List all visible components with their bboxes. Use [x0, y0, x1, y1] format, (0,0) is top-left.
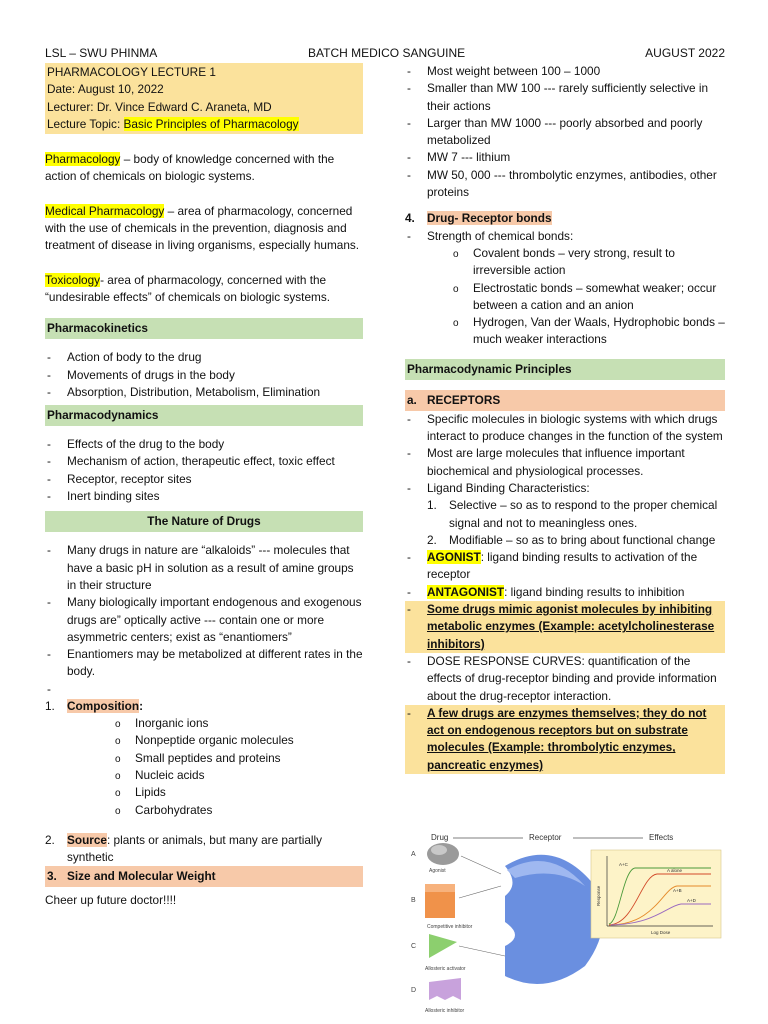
list-item: - Many biologically important endogenous and exogenous drugs are” optically active --- contain one or more asymmetric centers; exist as “enantiomers” [45, 594, 363, 646]
item-number: 2. [45, 832, 55, 847]
ligand-list [405, 497, 725, 549]
competitive-inhibitor-top [425, 884, 455, 892]
list-item: o Nonpeptide organic molecules [113, 732, 363, 749]
bonds-heading [405, 210, 725, 227]
receptors-title: RECEPTORS [427, 392, 501, 407]
antagonist-item [405, 584, 725, 601]
antagonist-term: ANTAGONIST [427, 584, 505, 599]
enzymes-item [405, 705, 725, 774]
left-column [45, 63, 363, 910]
agonist-term: AGONIST [427, 550, 481, 565]
item-text: Modifiable – so as to bring about functional change [449, 532, 716, 547]
topic-label: Lecture Topic: [47, 116, 124, 131]
section-pharmacokinetics: Pharmacokinetics [45, 318, 363, 339]
binding-line [459, 886, 501, 898]
list-item: - Absorption, Distribution, Metabolism, Elimination [45, 384, 363, 401]
item-number: 4. [405, 211, 415, 226]
term-toxicology: Toxicology [45, 272, 101, 287]
right-column [405, 63, 725, 774]
list-item: o Lipids [113, 784, 363, 801]
binding-line [459, 946, 505, 956]
list-item: - Specific molecules in biologic systems with which drugs interact to produce changes in the function of the system [405, 411, 725, 446]
mw-list [405, 63, 725, 201]
list-item: - Action of body to the drug [45, 349, 363, 366]
list-item: - Many drugs in nature are “alkaloids” --- molecules that have a basic pH in solution as a result of amine groups in their structure [45, 542, 363, 594]
lecture-topic [47, 116, 361, 133]
item-number: 2. [427, 532, 437, 547]
list-item: o Hydrogen, Van der Waals, Hydrophobic bonds – much weaker interactions [451, 314, 725, 349]
list-item [45, 681, 363, 698]
topic-value: Basic Principles of Pharmacology [123, 116, 299, 131]
pk-list [45, 349, 363, 401]
list-item: o Carbohydrates [113, 802, 363, 819]
size-title: Size and Molecular Weight [67, 869, 216, 884]
list-item: - Enantiomers may be metabolized at different rates in the body. [45, 646, 363, 681]
composition-heading [45, 698, 363, 715]
composition-list [45, 715, 363, 819]
antagonist-text: : ligand binding results to inhibition [504, 584, 685, 599]
list-item: o Inorganic ions [113, 715, 363, 732]
list-item: - Larger than MW 1000 --- poorly absorbed and poorly metabolized [405, 115, 725, 150]
drug-receptor-diagram [405, 826, 725, 1016]
composition-title: Composition [67, 698, 140, 713]
allosteric-activator-label: Allosteric activator [425, 966, 466, 972]
competitive-label: Competitive inhibitor [427, 924, 473, 930]
receptors-list [405, 411, 725, 497]
list-item: - Movements of drugs in the body [45, 367, 363, 384]
label-b: B [411, 897, 416, 904]
header-left: LSL – SWU PHINMA [45, 46, 158, 60]
lecture-title: PHARMACOLOGY LECTURE 1 [47, 65, 216, 79]
list-item: - MW 7 --- lithium [405, 149, 725, 166]
bonds-lead [405, 228, 725, 245]
def-medical-pharmacology [45, 203, 363, 255]
curve-label-ac: A+C [619, 862, 628, 867]
def-text: – body of knowledge concerned with the action of chemicals on biologic systems. [45, 152, 335, 184]
label-a: A [411, 851, 416, 858]
allosteric-activator-shape [429, 934, 457, 958]
receptors-heading [405, 390, 725, 411]
dose-item: - DOSE RESPONSE CURVES: quantification of the effects of drug-receptor binding and provide information about the drug-receptor interaction. [405, 653, 725, 705]
colon: : [139, 698, 144, 713]
header-right: AUGUST 2022 [645, 46, 725, 60]
curve-label-a: A alone [667, 868, 683, 873]
list-item: o Small peptides and proteins [113, 750, 363, 767]
curve-label-ab: A+B [673, 888, 682, 893]
pd-list [45, 436, 363, 505]
mimic-text: Some drugs mimic agonist molecules by inhibiting metabolic enzymes (Example: acetylcholinesterase inhibitors) [427, 602, 715, 651]
term-medical-pharmacology: Medical Pharmacology [45, 203, 165, 218]
item-number: 1. [45, 698, 55, 713]
list-item: o Nucleic acids [113, 767, 363, 784]
list-item: - Receptor, receptor sites [45, 471, 363, 488]
section-pharmacodynamics: Pharmacodynamics [45, 405, 363, 426]
list-item: - Smaller than MW 100 --- rarely sufficiently selective in their actions [405, 80, 725, 115]
list-item: - Most weight between 100 – 1000 [405, 63, 725, 80]
receptors-list-2 [405, 549, 725, 774]
list-item: - MW 50, 000 --- thrombolytic enzymes, antibodies, other proteins [405, 167, 725, 202]
label-d: D [411, 987, 417, 994]
lecture-lecturer: Lecturer: Dr. Vince Edward C. Araneta, MD [47, 99, 272, 114]
allosteric-inhibitor-shape [429, 978, 461, 1000]
list-item: - Mechanism of action, therapeutic effect, toxic effect [45, 453, 363, 470]
bonds-title: Drug- Receptor bonds [427, 211, 552, 226]
cheer-text: Cheer up future doctor!!!! [45, 893, 177, 908]
list-item: - Inert binding sites [45, 488, 363, 505]
binding-line [461, 856, 501, 874]
diagram-svg [405, 826, 725, 1016]
bonds-list [405, 245, 725, 349]
item-number: 3. [47, 869, 57, 884]
list-item: - Ligand Binding Characteristics: [405, 480, 725, 497]
section-pharmacodynamic-principles: Pharmacodynamic Principles [405, 359, 725, 380]
page-header [45, 46, 725, 62]
def-text: - area of pharmacology, concerned with the “undesirable effects” of chemicals on biologic systems. [45, 272, 331, 304]
agonist-highlight [431, 845, 447, 855]
lecture-date: Date: August 10, 2022 [47, 82, 164, 97]
list-item: o Electrostatic bonds – somewhat weaker; occur between a cation and an anion [451, 280, 725, 315]
nature-list [45, 542, 363, 697]
diagram-label-effects: Effects [649, 833, 674, 842]
list-item: - Effects of the drug to the body [45, 436, 363, 453]
label-c: C [411, 943, 417, 950]
diagram-label-receptor: Receptor [529, 833, 562, 842]
plot-ylabel: Response [596, 885, 601, 906]
def-text: – area of pharmacology, concerned with the use of chemicals in the prevention, diagnosis and treatment of disease in living organisms, especially humans. [45, 203, 360, 253]
item-number: a. [407, 392, 417, 407]
def-toxicology [45, 272, 363, 307]
size-heading [45, 866, 363, 887]
allosteric-inhibitor-label: Allosteric inhibitor [425, 1008, 465, 1014]
item-text: Selective – so as to respond to the proper chemical signal and not to meaningless ones. [449, 498, 718, 530]
list-item: o Covalent bonds – very strong, result to irreversible action [451, 245, 725, 280]
term-pharmacology: Pharmacology [45, 152, 121, 167]
list-item: - Most are large molecules that influence important biochemical and physiological processes. [405, 445, 725, 480]
curve-label-ad: A+D [687, 898, 696, 903]
agonist-text: : ligand binding results to activation of the receptor [427, 550, 698, 582]
header-center: BATCH MEDICO SANGUINE [308, 46, 466, 60]
mimic-item [405, 601, 725, 653]
source-text: : plants or animals, but many are partially synthetic [67, 832, 323, 865]
agonist-item [405, 549, 725, 584]
def-pharmacology [45, 151, 363, 186]
lecture-info-box [45, 63, 363, 134]
source-item [45, 832, 363, 867]
diagram-label-drug: Drug [431, 833, 449, 842]
enzymes-text: A few drugs are enzymes themselves; they do not act on endogenous receptors but on substrate molecules (Example: thrombolytic enzymes, pancreatic enzymes) [427, 705, 707, 772]
list-item: - Strength of chemical bonds: [405, 228, 725, 245]
section-nature-of-drugs: The Nature of Drugs [45, 511, 363, 532]
source-title: Source [67, 832, 107, 847]
agonist-label: Agonist [429, 868, 446, 874]
plot-xlabel: Log Dose [651, 930, 671, 935]
list-item [427, 532, 725, 549]
list-item [427, 497, 725, 532]
item-number: 1. [427, 498, 437, 513]
